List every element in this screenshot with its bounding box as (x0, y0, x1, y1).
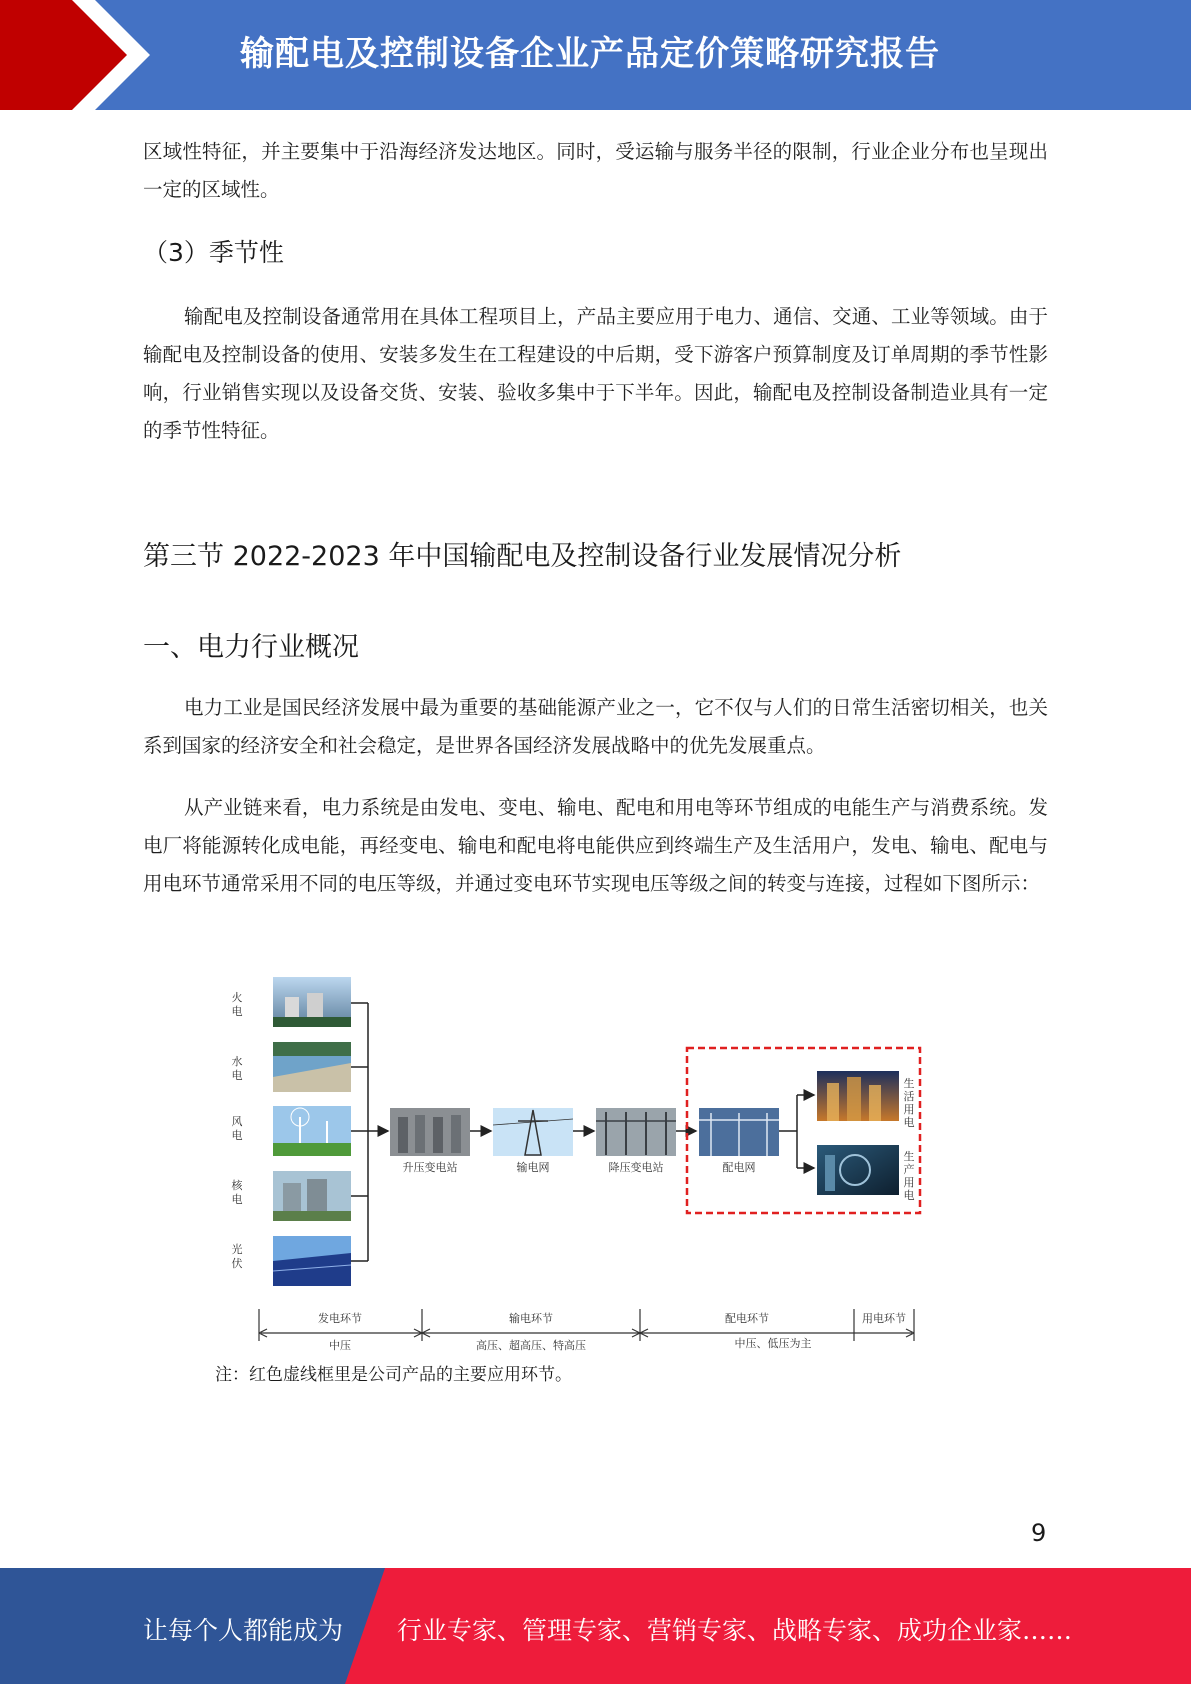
svg-text:生: 生 (903, 1077, 915, 1090)
stage-label-consumption: 用电环节 (862, 1312, 906, 1325)
paragraph-power-chain: 从产业链来看，电力系统是由发电、变电、输电、配电和用电等环节组成的电能生产与消费系统。发电厂将能源转化成电能，再经变电、输电和配电将电能供应到终端生产及生活用户，发电、输电、配电与用电环节通常采用不同的电压等级，并通过变电环节实现电压等级之间的转变与连接，过程如下图所示： (143, 796, 1048, 895)
step-label: 输电网 (516, 1161, 550, 1174)
svg-text:光: 光 (231, 1243, 243, 1256)
svg-text:电: 电 (231, 1069, 243, 1082)
source-label-wind (232, 1115, 243, 1142)
power-chain-diagram (215, 965, 945, 1385)
industrial-use-label (904, 1149, 915, 1202)
power-industry-heading: 一、电力行业概况 (143, 632, 359, 663)
svg-text:核: 核 (231, 1179, 243, 1192)
svg-text:产: 产 (903, 1163, 915, 1176)
page-footer (0, 1568, 1191, 1684)
step-label: 降压变电站 (608, 1161, 664, 1174)
voltage-label-medium: 中压 (329, 1339, 351, 1352)
stage-label-transmission: 输电环节 (509, 1312, 553, 1325)
wind-power-image (273, 1106, 351, 1156)
svg-text:电: 电 (231, 1005, 243, 1018)
industrial-use-image (817, 1145, 899, 1195)
header-chevron-icon (0, 0, 160, 110)
step-transmission-grid (493, 1108, 573, 1174)
svg-text:活: 活 (903, 1090, 915, 1103)
stage-label-distribution: 配电环节 (725, 1312, 769, 1325)
svg-text:电: 电 (903, 1116, 915, 1129)
solar-power-image (273, 1236, 351, 1286)
step-step-up-substation (390, 1108, 470, 1174)
report-title: 输配电及控制设备企业产品定价策略研究报告 (240, 34, 940, 74)
step-distribution-grid (699, 1108, 779, 1174)
hydro-power-image (273, 1042, 351, 1092)
source-label-nuclear (232, 1178, 244, 1206)
thermal-power-image (273, 977, 351, 1027)
paragraph-seasonality: 输配电及控制设备通常用在具体工程项目上，产品主要应用于电力、通信、交通、工业等领域。由于输配电及控制设备的使用、安装多发生在工程建设的中后期，受下游客户预算制度及订单周期的季节性影响，行业销售实现以及设备交货、安装、验收多集中于下半年。因此，输配电及控制设备制造业具有一定的季节性特征。 (143, 305, 1048, 442)
source-label-solar (232, 1242, 243, 1270)
svg-text:伏: 伏 (231, 1257, 243, 1270)
voltage-label-high: 高压、超高压、特高压 (476, 1339, 586, 1352)
source-bracket (351, 1003, 388, 1261)
svg-text:电: 电 (231, 1193, 243, 1206)
slogan-left: 让每个人都能成为 (143, 1616, 344, 1645)
section-heading: 第三节 2022-2023 年中国输配电及控制设备行业发展情况分析 (143, 541, 902, 572)
source-label-hydro (232, 1054, 243, 1082)
svg-text:电: 电 (903, 1189, 915, 1202)
svg-text:水: 水 (231, 1055, 243, 1068)
source-label-thermal (232, 990, 243, 1018)
stage-label-generation: 发电环节 (318, 1312, 362, 1325)
slogan-right: 行业专家、管理专家、营销专家、战略专家、成功企业家…… (397, 1616, 1073, 1645)
consumer-bracket (779, 1095, 814, 1168)
diagram-note: 注：红色虚线框里是公司产品的主要应用环节。 (215, 1365, 572, 1385)
svg-text:风: 风 (231, 1115, 243, 1128)
svg-text:电: 电 (231, 1129, 243, 1142)
seasonality-heading: （3）季节性 (143, 238, 284, 267)
nuclear-power-image (273, 1171, 351, 1221)
svg-text:用: 用 (903, 1103, 915, 1116)
voltage-label-medium-low: 中压、低压为主 (734, 1337, 812, 1350)
step-step-down-substation (596, 1108, 676, 1174)
residential-use-image (817, 1071, 899, 1121)
page-header (0, 0, 1191, 110)
step-label: 升压变电站 (402, 1161, 458, 1174)
svg-text:用: 用 (903, 1176, 915, 1189)
svg-text:火: 火 (231, 991, 243, 1004)
svg-text:生: 生 (903, 1150, 915, 1163)
residential-use-label (904, 1076, 915, 1129)
paragraph-regional: 区域性特征，并主要集中于沿海经济发达地区。同时，受运输与服务半径的限制，行业企业分布也呈现出一定的区域性。 (143, 140, 1048, 201)
page-number: 9 (1031, 1519, 1047, 1547)
step-label: 配电网 (722, 1161, 756, 1174)
paragraph-power-overview: 电力工业是国民经济发展中最为重要的基础能源产业之一，它不仅与人们的日常生活密切相关，也关系到国家的经济安全和社会稳定，是世界各国经济发展战略中的优先发展重点。 (143, 696, 1048, 757)
